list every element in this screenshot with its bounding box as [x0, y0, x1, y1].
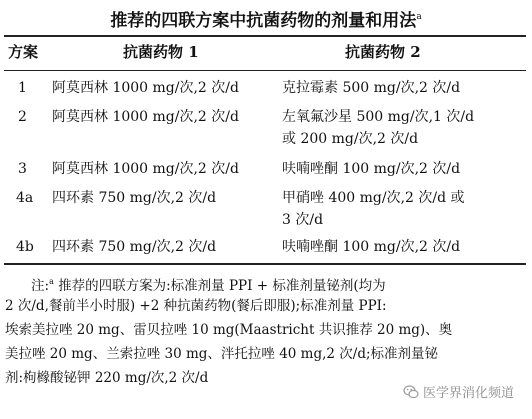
scheme-2: 2	[18, 109, 27, 125]
drug2-row-3: 呋喃唑酮 100 mg/次,2 次/d	[282, 161, 461, 177]
footnote-line-2: 2 次/d,餐前半小时服) +2 种抗菌药物(餐后即服);标准剂量 PPI:	[5, 298, 387, 314]
drug2-row-4a-line-2: 3 次/d	[282, 212, 324, 228]
drug2-row-4b: 呋喃唑酮 100 mg/次,2 次/d	[282, 239, 461, 255]
table-bottom-rule	[4, 263, 526, 265]
wechat-icon	[403, 384, 419, 400]
footnote-superscript: a	[49, 277, 54, 286]
table-footnote	[5, 270, 525, 390]
drug2-row-4a-line-1: 甲硝唑 400 mg/次,2 次/d 或	[282, 190, 465, 206]
footnote-text-1: 推荐的四联方案为:标准剂量 PPI + 标准剂量铋剂(均为	[53, 278, 386, 294]
drug1-row-3: 阿莫西林 1000 mg/次,2 次/d	[52, 161, 239, 177]
footnote-line-1	[5, 270, 525, 294]
header-drug-1: 抗菌药物 1	[123, 43, 199, 61]
drug2-row-1: 克拉霉素 500 mg/次,2 次/d	[282, 80, 461, 96]
watermark	[403, 382, 514, 401]
header-scheme: 方案	[8, 43, 39, 61]
scheme-3: 3	[18, 161, 27, 177]
title-text: 推荐的四联方案中抗菌药物的剂量和用法	[110, 11, 417, 31]
footnote-line-4: 美拉唑 20 mg、兰索拉唑 30 mg、泮托拉唑 40 mg,2 次/d;标准剂量铋	[5, 346, 439, 362]
footnote-line-3: 埃索美拉唑 20 mg、雷贝拉唑 10 mg(Maastricht 共识推荐 20 mg)、奥	[5, 322, 453, 338]
drug1-row-2: 阿莫西林 1000 mg/次,2 次/d	[52, 109, 239, 125]
table-top-rule	[4, 35, 526, 37]
drug2-row-2-line-1: 左氧氟沙星 500 mg/次,1 次/d	[282, 109, 475, 125]
drug1-row-1: 阿莫西林 1000 mg/次,2 次/d	[52, 80, 239, 96]
drug1-row-4a: 四环素 750 mg/次,2 次/d	[52, 190, 217, 206]
watermark-text: 医学界消化频道	[422, 386, 514, 401]
scheme-4b: 4b	[16, 239, 34, 255]
table-title	[0, 6, 532, 32]
title-superscript: a	[416, 12, 422, 22]
drug1-row-4b: 四环素 750 mg/次,2 次/d	[52, 239, 217, 255]
scheme-1: 1	[18, 80, 27, 96]
scheme-4a: 4a	[16, 190, 34, 206]
header-drug-2: 抗菌药物 2	[345, 43, 421, 61]
header-rule	[4, 70, 526, 71]
footnote-line-5: 剂:枸橼酸铋钾 220 mg/次,2 次/d	[5, 370, 209, 386]
footnote-prefix: 注:	[31, 278, 50, 294]
drug2-row-2-line-2: 或 200 mg/次,2 次/d	[282, 131, 419, 147]
